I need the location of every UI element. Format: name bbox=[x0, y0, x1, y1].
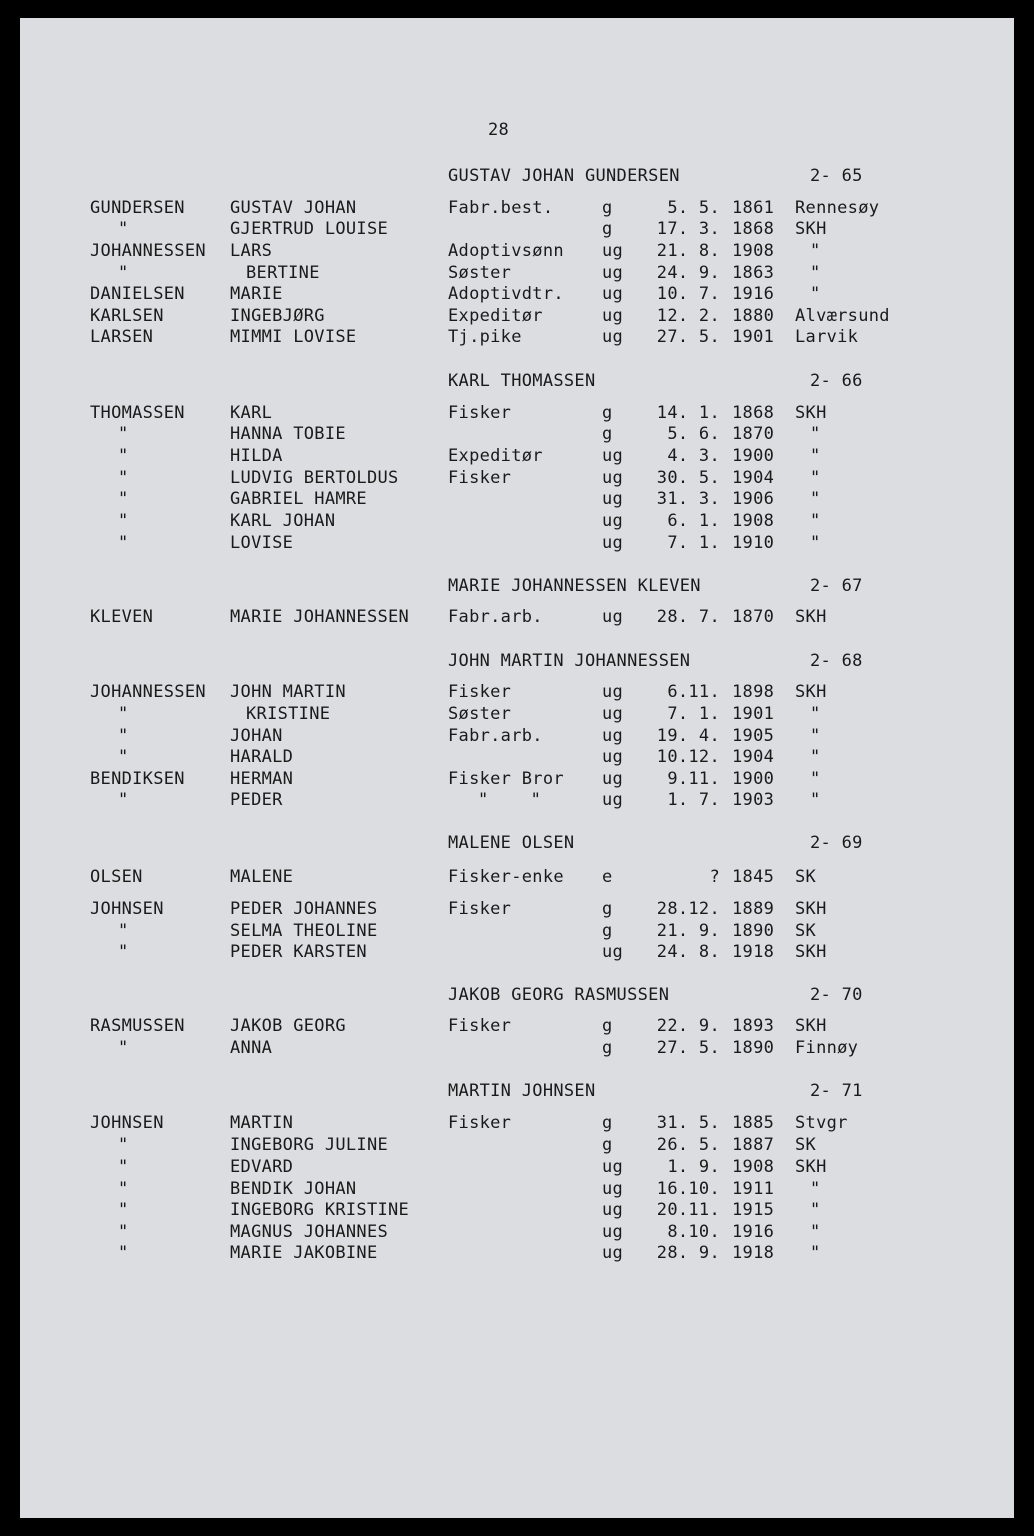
entry-given-name: SELMA THEOLINE bbox=[230, 921, 378, 941]
entry-birth-year: 1898 bbox=[732, 682, 775, 702]
entry-occupation: Expeditør bbox=[448, 306, 543, 326]
entry-birth-year: 1890 bbox=[732, 1038, 775, 1058]
entry-birth-year: 1916 bbox=[732, 1222, 775, 1242]
entry-occupation: Fisker bbox=[448, 682, 512, 702]
entry-given-name: LUDVIG BERTOLDUS bbox=[230, 468, 399, 488]
entry-surname: " bbox=[118, 790, 129, 810]
entry-birthplace: SKH bbox=[795, 1016, 827, 1036]
entry-marital-status: ug bbox=[602, 1243, 624, 1263]
entry-birth-year: 1901 bbox=[732, 704, 775, 724]
entry-birthplace: Rennesøy bbox=[795, 198, 880, 218]
household-code: 2- 66 bbox=[810, 371, 863, 391]
entry-given-name: INGEBJØRG bbox=[230, 306, 325, 326]
entry-surname: " bbox=[118, 1179, 129, 1199]
entry-occupation: Tj.pike bbox=[448, 327, 522, 347]
entry-given-name: MARIE JAKOBINE bbox=[230, 1243, 378, 1263]
entry-marital-status: ug bbox=[602, 682, 624, 702]
entry-birth-date: 31. 3. bbox=[656, 489, 720, 509]
entry-birth-date: 28.12. bbox=[656, 899, 720, 919]
entry-birth-date: 17. 3. bbox=[656, 219, 720, 239]
entry-surname: " bbox=[118, 424, 129, 444]
entry-birth-year: 1893 bbox=[732, 1016, 775, 1036]
entry-birth-date: 27. 5. bbox=[656, 327, 720, 347]
entry-birth-date: 24. 8. bbox=[656, 942, 720, 962]
entry-birthplace: " bbox=[810, 468, 821, 488]
entry-birthplace: SK bbox=[795, 1135, 817, 1155]
entry-birthplace: SKH bbox=[795, 219, 827, 239]
entry-given-name: HANNA TOBIE bbox=[230, 424, 346, 444]
entry-surname: " bbox=[118, 263, 129, 283]
entry-surname: " bbox=[118, 1038, 129, 1058]
entry-occupation: Fabr.best. bbox=[448, 198, 554, 218]
entry-birthplace: SKH bbox=[795, 607, 827, 627]
entry-marital-status: ug bbox=[602, 769, 624, 789]
entry-birthplace: SKH bbox=[795, 942, 827, 962]
entry-birthplace: Larvik bbox=[795, 327, 859, 347]
entry-given-name: PEDER JOHANNES bbox=[230, 899, 378, 919]
entry-given-name: JAKOB GEORG bbox=[230, 1016, 346, 1036]
entry-birth-year: 1916 bbox=[732, 284, 775, 304]
entry-birth-year: 1910 bbox=[732, 533, 775, 553]
entry-birthplace: " bbox=[810, 790, 821, 810]
entry-birthplace: " bbox=[810, 284, 821, 304]
entry-given-name: INGEBORG KRISTINE bbox=[230, 1200, 410, 1220]
entry-birthplace: " bbox=[810, 769, 821, 789]
entry-marital-status: ug bbox=[602, 607, 624, 627]
entry-marital-status: g bbox=[602, 1038, 613, 1058]
entry-birth-date: 6.11. bbox=[667, 682, 720, 702]
entry-marital-status: e bbox=[602, 867, 613, 887]
household-title: GUSTAV JOHAN GUNDERSEN bbox=[448, 166, 680, 186]
entry-birthplace: " bbox=[810, 1179, 821, 1199]
entry-birth-date: 24. 9. bbox=[656, 263, 720, 283]
entry-given-name: MAGNUS JOHANNES bbox=[230, 1222, 389, 1242]
entry-marital-status: ug bbox=[602, 468, 624, 488]
entry-birthplace: " bbox=[810, 263, 821, 283]
entry-marital-status: ug bbox=[602, 1157, 624, 1177]
entry-birth-date: 6. 1. bbox=[667, 511, 720, 531]
entry-occupation: Fisker bbox=[448, 468, 512, 488]
entry-birth-year: 1905 bbox=[732, 726, 775, 746]
entry-marital-status: ug bbox=[602, 790, 624, 810]
entry-occupation: Fabr.arb. bbox=[448, 726, 543, 746]
entry-surname: OLSEN bbox=[90, 867, 143, 887]
entry-birth-year: 1904 bbox=[732, 747, 775, 767]
entry-birth-year: 1861 bbox=[732, 198, 775, 218]
entry-birthplace: Stvgr bbox=[795, 1113, 848, 1133]
entry-surname: JOHNSEN bbox=[90, 1113, 164, 1133]
entry-birth-year: 1918 bbox=[732, 942, 775, 962]
entry-birth-year: 1868 bbox=[732, 219, 775, 239]
entry-marital-status: ug bbox=[602, 1222, 624, 1242]
entry-birth-date: 1. 7. bbox=[667, 790, 720, 810]
entry-surname: " bbox=[118, 921, 129, 941]
entry-birth-year: 1863 bbox=[732, 263, 775, 283]
entry-birth-date: 21. 8. bbox=[656, 241, 720, 261]
entry-birth-date: 1. 9. bbox=[667, 1157, 720, 1177]
entry-birthplace: " bbox=[810, 511, 821, 531]
entry-surname: JOHANNESSEN bbox=[90, 241, 206, 261]
entry-birth-date: 7. 1. bbox=[667, 533, 720, 553]
entry-given-name: HARALD bbox=[230, 747, 294, 767]
entry-birthplace: SKH bbox=[795, 899, 827, 919]
entry-birth-year: 1900 bbox=[732, 446, 775, 466]
entry-birthplace: " bbox=[810, 489, 821, 509]
entry-birth-year: 1889 bbox=[732, 899, 775, 919]
entry-given-name: HERMAN bbox=[230, 769, 294, 789]
entry-given-name: LOVISE bbox=[230, 533, 294, 553]
entry-birthplace: " bbox=[810, 533, 821, 553]
entry-surname: DANIELSEN bbox=[90, 284, 185, 304]
entry-birthplace: " bbox=[810, 1243, 821, 1263]
entry-surname: RASMUSSEN bbox=[90, 1016, 185, 1036]
entry-birthplace: " bbox=[810, 1222, 821, 1242]
entry-birth-year: 1845 bbox=[732, 867, 775, 887]
entry-birth-date: 14. 1. bbox=[656, 403, 720, 423]
entry-given-name: EDVARD bbox=[230, 1157, 294, 1177]
entry-given-name: MARTIN bbox=[230, 1113, 294, 1133]
entry-birth-date: 28. 7. bbox=[656, 607, 720, 627]
entry-marital-status: g bbox=[602, 1113, 613, 1133]
entry-surname: " bbox=[118, 942, 129, 962]
entry-birthplace: SKH bbox=[795, 682, 827, 702]
entry-marital-status: g bbox=[602, 198, 613, 218]
entry-given-name: MARIE bbox=[230, 284, 283, 304]
entry-marital-status: g bbox=[602, 921, 613, 941]
entry-birth-date: 21. 9. bbox=[656, 921, 720, 941]
entry-surname: " bbox=[118, 726, 129, 746]
entry-given-name: KARL JOHAN bbox=[230, 511, 336, 531]
entry-given-name: BENDIK JOHAN bbox=[230, 1179, 357, 1199]
entry-surname: " bbox=[118, 1157, 129, 1177]
entry-birth-year: 1918 bbox=[732, 1243, 775, 1263]
entry-birth-date: 5. 6. bbox=[667, 424, 720, 444]
household-code: 2- 70 bbox=[810, 985, 863, 1005]
household-title: MARIE JOHANNESSEN KLEVEN bbox=[448, 576, 701, 596]
entry-occupation: " " bbox=[478, 790, 542, 810]
entry-surname: " bbox=[118, 747, 129, 767]
entry-surname: " bbox=[118, 1135, 129, 1155]
entry-marital-status: ug bbox=[602, 1179, 624, 1199]
entry-birthplace: SK bbox=[795, 921, 817, 941]
entry-given-name: HILDA bbox=[230, 446, 283, 466]
household-code: 2- 68 bbox=[810, 651, 863, 671]
entry-birth-year: 1904 bbox=[732, 468, 775, 488]
entry-surname: BENDIKSEN bbox=[90, 769, 185, 789]
entry-birthplace: " bbox=[810, 446, 821, 466]
entry-given-name: BERTINE bbox=[246, 263, 320, 283]
entry-occupation: Søster bbox=[448, 704, 512, 724]
entry-birth-year: 1887 bbox=[732, 1135, 775, 1155]
entry-surname: " bbox=[118, 511, 129, 531]
entry-marital-status: g bbox=[602, 424, 613, 444]
page-number: 28 bbox=[488, 120, 510, 140]
entry-surname: LARSEN bbox=[90, 327, 154, 347]
entry-birth-year: 1915 bbox=[732, 1200, 775, 1220]
entry-birthplace: Alværsund bbox=[795, 306, 890, 326]
entry-birth-year: 1908 bbox=[732, 1157, 775, 1177]
entry-birthplace: " bbox=[810, 704, 821, 724]
entry-birth-date: 5. 5. bbox=[667, 198, 720, 218]
entry-surname: KARLSEN bbox=[90, 306, 164, 326]
entry-marital-status: g bbox=[602, 1135, 613, 1155]
entry-birth-year: 1908 bbox=[732, 511, 775, 531]
entry-birth-date: 16.10. bbox=[656, 1179, 720, 1199]
entry-birth-date: 22. 9. bbox=[656, 1016, 720, 1036]
entry-marital-status: ug bbox=[602, 306, 624, 326]
entry-birthplace: SKH bbox=[795, 403, 827, 423]
entry-given-name: GABRIEL HAMRE bbox=[230, 489, 367, 509]
entry-surname: JOHNSEN bbox=[90, 899, 164, 919]
entry-birth-date: 9.11. bbox=[667, 769, 720, 789]
entry-birth-year: 1868 bbox=[732, 403, 775, 423]
entry-given-name: GUSTAV JOHAN bbox=[230, 198, 357, 218]
entry-birth-date: 10. 7. bbox=[656, 284, 720, 304]
entry-occupation: Fabr.arb. bbox=[448, 607, 543, 627]
entry-marital-status: ug bbox=[602, 284, 624, 304]
household-code: 2- 65 bbox=[810, 166, 863, 186]
entry-given-name: JOHAN bbox=[230, 726, 283, 746]
entry-surname: THOMASSEN bbox=[90, 403, 185, 423]
entry-birth-year: 1903 bbox=[732, 790, 775, 810]
entry-occupation: Expeditør bbox=[448, 446, 543, 466]
entry-birth-year: 1885 bbox=[732, 1113, 775, 1133]
entry-marital-status: g bbox=[602, 403, 613, 423]
entry-given-name: GJERTRUD LOUISE bbox=[230, 219, 389, 239]
entry-birth-date: 26. 5. bbox=[656, 1135, 720, 1155]
entry-given-name: LARS bbox=[230, 241, 273, 261]
entry-surname: " bbox=[118, 1222, 129, 1242]
entry-marital-status: ug bbox=[602, 263, 624, 283]
entry-birth-date: 19. 4. bbox=[656, 726, 720, 746]
entry-birthplace: " bbox=[810, 726, 821, 746]
entry-surname: " bbox=[118, 489, 129, 509]
entry-birth-year: 1906 bbox=[732, 489, 775, 509]
entry-given-name: KARL bbox=[230, 403, 273, 423]
entry-given-name: MALENE bbox=[230, 867, 294, 887]
entry-marital-status: ug bbox=[602, 511, 624, 531]
household-code: 2- 71 bbox=[810, 1081, 863, 1101]
entry-birth-date: 8.10. bbox=[667, 1222, 720, 1242]
entry-marital-status: ug bbox=[602, 489, 624, 509]
household-title: MALENE OLSEN bbox=[448, 833, 575, 853]
entry-occupation: Fisker-enke bbox=[448, 867, 564, 887]
household-title: JAKOB GEORG RASMUSSEN bbox=[448, 985, 670, 1005]
household-code: 2- 69 bbox=[810, 833, 863, 853]
entry-birth-year: 1890 bbox=[732, 921, 775, 941]
entry-marital-status: ug bbox=[602, 726, 624, 746]
entry-marital-status: g bbox=[602, 219, 613, 239]
entry-birth-year: 1870 bbox=[732, 607, 775, 627]
entry-occupation: Fisker bbox=[448, 1016, 512, 1036]
household-title: MARTIN JOHNSEN bbox=[448, 1081, 596, 1101]
entry-birth-date: 27. 5. bbox=[656, 1038, 720, 1058]
entry-birth-date: 20.11. bbox=[656, 1200, 720, 1220]
entry-surname: " bbox=[118, 533, 129, 553]
entry-occupation: Søster bbox=[448, 263, 512, 283]
entry-given-name: INGEBORG JULINE bbox=[230, 1135, 389, 1155]
entry-given-name: MIMMI LOVISE bbox=[230, 327, 357, 347]
entry-surname: " bbox=[118, 219, 129, 239]
entry-given-name: MARIE JOHANNESSEN bbox=[230, 607, 410, 627]
entry-surname: JOHANNESSEN bbox=[90, 682, 206, 702]
entry-birth-year: 1901 bbox=[732, 327, 775, 347]
entry-occupation: Fisker Bror bbox=[448, 769, 564, 789]
entry-surname: " bbox=[118, 1200, 129, 1220]
entry-marital-status: ug bbox=[602, 327, 624, 347]
entry-occupation: Fisker bbox=[448, 1113, 512, 1133]
entry-birth-year: 1911 bbox=[732, 1179, 775, 1199]
entry-marital-status: ug bbox=[602, 704, 624, 724]
household-title: JOHN MARTIN JOHANNESSEN bbox=[448, 651, 691, 671]
entry-marital-status: ug bbox=[602, 241, 624, 261]
entry-birth-date: ? bbox=[709, 867, 720, 887]
entry-birthplace: " bbox=[810, 747, 821, 767]
entry-birthplace: " bbox=[810, 424, 821, 444]
entry-birth-date: 10.12. bbox=[656, 747, 720, 767]
entry-occupation: Fisker bbox=[448, 403, 512, 423]
entry-birthplace: " bbox=[810, 1200, 821, 1220]
entry-marital-status: g bbox=[602, 1016, 613, 1036]
entry-given-name: KRISTINE bbox=[246, 704, 331, 724]
entry-marital-status: ug bbox=[602, 533, 624, 553]
entry-birth-year: 1908 bbox=[732, 241, 775, 261]
entry-surname: " bbox=[118, 704, 129, 724]
entry-occupation: Adoptivsønn bbox=[448, 241, 564, 261]
household-title: KARL THOMASSEN bbox=[448, 371, 596, 391]
entry-birth-date: 30. 5. bbox=[656, 468, 720, 488]
entry-birth-year: 1900 bbox=[732, 769, 775, 789]
entry-birth-date: 7. 1. bbox=[667, 704, 720, 724]
entry-surname: " bbox=[118, 1243, 129, 1263]
entry-birthplace: SKH bbox=[795, 1157, 827, 1177]
entry-birth-date: 28. 9. bbox=[656, 1243, 720, 1263]
entry-occupation: Adoptivdtr. bbox=[448, 284, 564, 304]
entry-surname: " bbox=[118, 446, 129, 466]
entry-birthplace: SK bbox=[795, 867, 817, 887]
entry-given-name: ANNA bbox=[230, 1038, 273, 1058]
entry-marital-status: ug bbox=[602, 747, 624, 767]
entry-birth-year: 1880 bbox=[732, 306, 775, 326]
entry-birth-date: 31. 5. bbox=[656, 1113, 720, 1133]
entry-occupation: Fisker bbox=[448, 899, 512, 919]
entry-marital-status: g bbox=[602, 899, 613, 919]
entry-surname: " bbox=[118, 468, 129, 488]
entry-birth-date: 4. 3. bbox=[667, 446, 720, 466]
household-code: 2- 67 bbox=[810, 576, 863, 596]
entry-marital-status: ug bbox=[602, 446, 624, 466]
entry-marital-status: ug bbox=[602, 1200, 624, 1220]
entry-birthplace: Finnøy bbox=[795, 1038, 859, 1058]
entry-surname: KLEVEN bbox=[90, 607, 154, 627]
entry-surname: GUNDERSEN bbox=[90, 198, 185, 218]
entry-given-name: PEDER KARSTEN bbox=[230, 942, 367, 962]
entry-marital-status: ug bbox=[602, 942, 624, 962]
entry-birth-date: 12. 2. bbox=[656, 306, 720, 326]
entry-given-name: PEDER bbox=[230, 790, 283, 810]
entry-birth-year: 1870 bbox=[732, 424, 775, 444]
entry-birthplace: " bbox=[810, 241, 821, 261]
entry-given-name: JOHN MARTIN bbox=[230, 682, 346, 702]
